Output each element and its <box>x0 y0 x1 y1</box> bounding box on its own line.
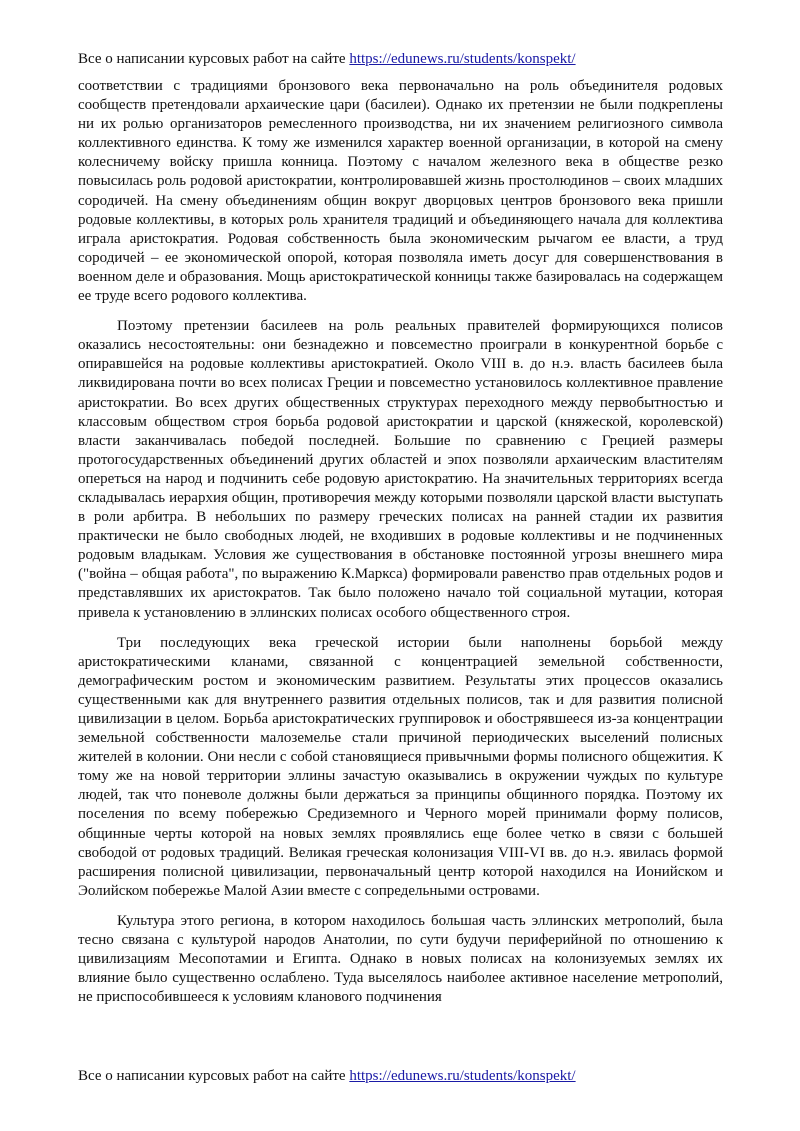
paragraph-4: Культура этого региона, в котором находилось большая часть эллинских метрополий, была тесно связана с культурой народов Анатолии, по сути будучи периферийной по отношению к цивилизациям Месопотамии и Египта. Однако в новых полисах на колонизуемых землях их влияние было существенно ослаблено. Туда выселялось наиболее активное население метрополий, не приспособившееся к условиям кланового подчинения <box>78 912 723 1006</box>
footer-link[interactable]: https://edunews.ru/students/konspekt/ <box>349 1068 576 1084</box>
document-body <box>78 77 723 1018</box>
header-text: Все о написании курсовых работ на сайте <box>78 51 350 67</box>
page-footer <box>78 1067 738 1085</box>
footer-text: Все о написании курсовых работ на сайте <box>78 1068 350 1084</box>
page-header <box>78 50 738 68</box>
header-link[interactable]: https://edunews.ru/students/konspekt/ <box>349 51 576 67</box>
paragraph-3: Три последующих века греческой истории были наполнены борьбой между аристократическими кланами, связанной с концентрацией земельной собственности, демографическим ростом и экономическим развитием. Результаты этих процессов оказались существенными как для внутреннего развития отдельных полисов, так и для развития полисной цивилизации в целом. Борьба аристократических группировок и обострявшееся из-за концентрации земельной собственности малоземелье стали причиной периодических выселений полисных жителей в колонии. Они несли с собой становящиеся привычными формы полисного общежития. К тому же на новой территории эллины зачастую оказывались в окружении чуждых по культуре людей, так что поневоле должны были держаться за принципы общинного порядка. Поэтому их поселения по всему побережью Средиземного и Черного морей принимали форму полисов, общинные черты которой на новых землях проявлялись еще более четко в связи с большей свободой от родовых традиций. Великая греческая колонизация VIII-VI вв. до н.э. явилась формой расширения полисной цивилизации, первоначальный центр которой находился на Ионийском и Эолийском побережье Малой Азии вместе с сопредельными островами. <box>78 634 723 899</box>
paragraph-2: Поэтому претензии басилеев на роль реальных правителей формирующихся полисов оказались несостоятельны: они безнадежно и повсеместно проиграли в конкурентной борьбе с опиравшейся на родовые коллективы аристократией. Около VIII в. до н.э. власть басилеев была ликвидирована почти во всех полисах Греции и повсеместно установилось коллективное правление аристократии. Во всех других общественных структурах переходного между первобытностью и классовым обществом строя борьба родовой аристократии и царской (княжеской, королевской) власти заканчивалась победой последней. Большие по сравнению с Грецией размеры протогосударственных объединений других областей и эпох позволяли архаическим властителям опереться на народ и подчинить себе родовую аристократию. На значительных территориях всегда складывалась иерархия общин, противоречия между которыми позволяли царской власти выступать в роли арбитра. В небольших по размеру греческих полисах на ранней стадии их развития практически не было свободных людей, не входивших в родовые коллективы и не подчиненных родовым владыкам. Условия же существования в обстановке постоянной угрозы внешнего мира ("война – общая работа", по выражению К.Маркса) формировали равенство прав отдельных родов и представлявших их аристократов. Так было положено начало той социальной мутации, которая привела к установлению в эллинских полисах особого общественного строя. <box>78 318 723 621</box>
paragraph-1: соответствии с традициями бронзового века первоначально на роль объединителя родовых сообществ претендовали архаические цари (басилеи). Однако их претензии не были подкреплены ни их ролью организаторов ремесленного производства, ни их значением религиозного символа коллективного единства. К тому же изменился характер военной организации, в которой на смену колесничему войску пришла конница. Поэтому с началом железного века в обществе резко повысилась роль родовой аристократии, контролировавшей жизнь простолюдинов – своих младших сородичей. На смену объединениям общин вокруг дворцовых центров бронзового века пришли родовые коллективы, в которых роль хранителя традиций и объединяющего начала для коллектива играла аристократия. Родовая собственность была экономическим рычагом ее власти, а труд сородичей – ее экономической опорой, которая позволяла иметь досуг для совершенствования в военном деле и образования. Мощь аристократической конницы также базировалась на содержащем ее труде всего родового коллектива. <box>78 78 723 305</box>
